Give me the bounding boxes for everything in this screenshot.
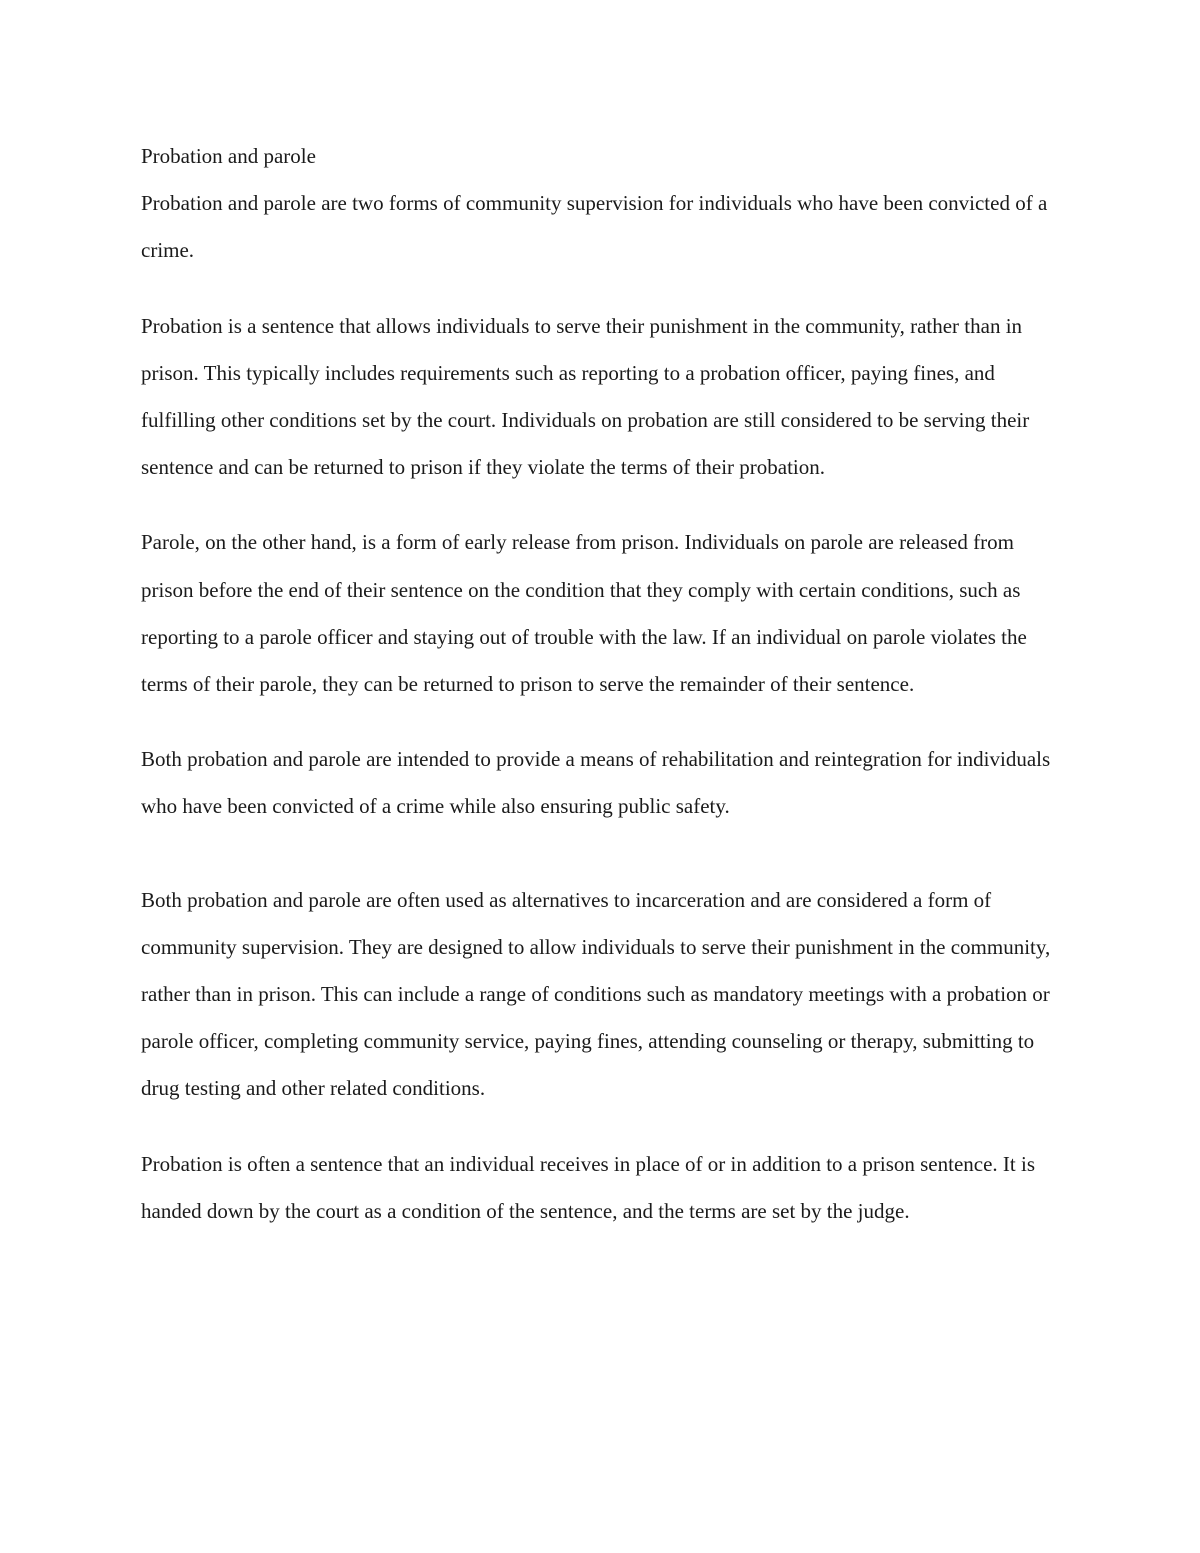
paragraph-parole: Parole, on the other hand, is a form of early release from prison. Individuals on parole are released from prison before the end of their sentence on the condition that they comply with certain conditions, such as reporting to a parole officer and staying out of trouble with the law. If an individual on parole violates the terms of their parole, they can be returned to prison to serve the remainder of their sentence. <box>141 530 1027 697</box>
paragraph-intro: Probation and parole are two forms of community supervision for individuals who have been convicted of a crime. <box>141 191 1048 263</box>
paragraph-probation-sentence: Probation is often a sentence that an individual receives in place of or in addition to a prison sentence. It is handed down by the court as a condition of the sentence, and the terms are set by the judge. <box>141 1151 1035 1223</box>
document-title: Probation and parole <box>141 144 316 168</box>
document-body <box>141 133 1066 1235</box>
paragraph-both-alternatives: Both probation and parole are often used as alternatives to incarceration and are considered a form of community supervision. They are designed to allow individuals to serve their punishment in the community, rather than in prison. This can include a range of conditions such as mandatory meetings with a probation or parole officer, completing community service, paying fines, attending counseling or therapy, submitting to drug testing and other related conditions. <box>141 887 1051 1101</box>
paragraph-probation: Probation is a sentence that allows individuals to serve their punishment in the community, rather than in prison. This typically includes requirements such as reporting to a probation officer, paying fines, and fulfilling other conditions set by the court. Individuals on probation are still considered to be serving their sentence and can be returned to prison if they violate the terms of their probation. <box>141 313 1030 480</box>
paragraph-both-purpose: Both probation and parole are intended to provide a means of rehabilitation and reintegration for individuals who have been convicted of a crime while also ensuring public safety. <box>141 747 1051 819</box>
